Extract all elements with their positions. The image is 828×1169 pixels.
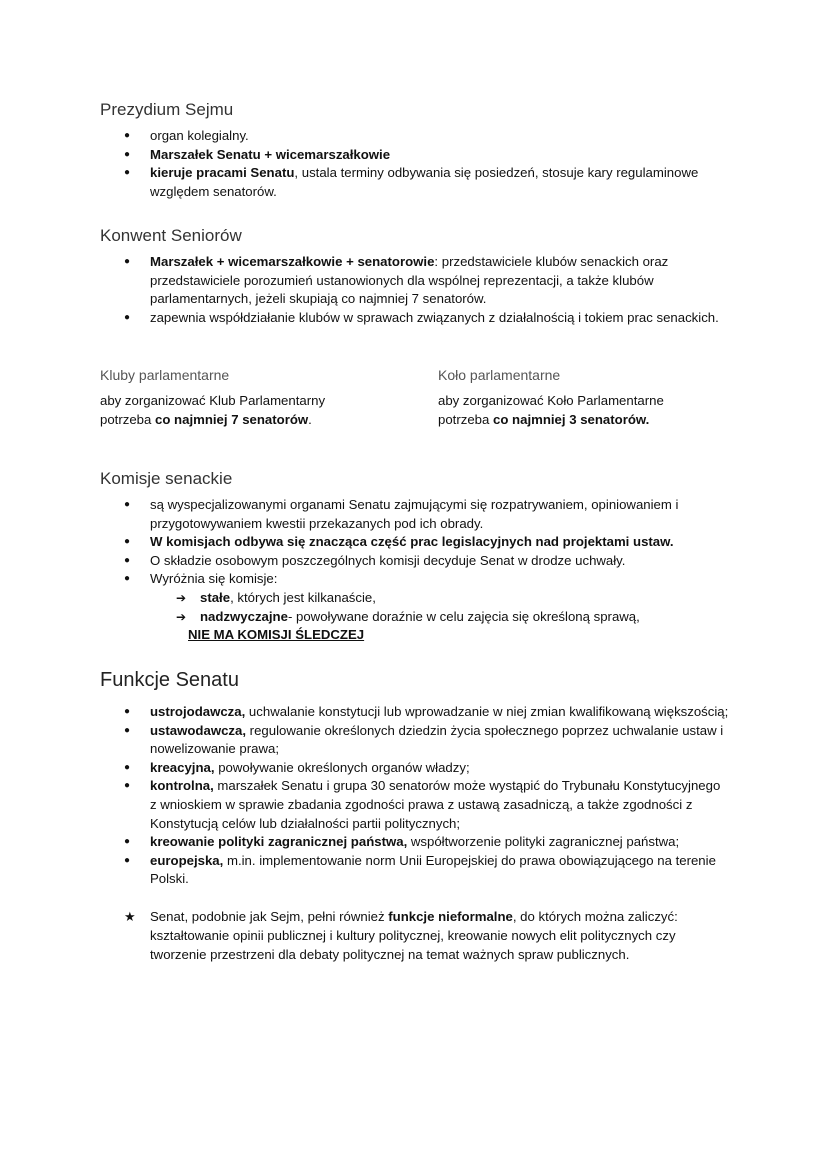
list-item: ● są wyspecjalizowanymi organami Senatu zajmującymi się rozpatrywaniem, opiniowaniem i przygotowywaniem kwestii przekazanych pod ich obrady. [100, 496, 730, 533]
sub-list-item: ➔ nadzwyczajne- powoływane doraźnie w celu zajęcia się określoną sprawą, [100, 608, 730, 627]
section-funkcje [100, 667, 730, 964]
list-item: ● kieruje pracami Senatu, ustala terminy odbywania się posiedzeń, stosuje kary regulaminowe względem senatorów. [100, 164, 730, 201]
komisje-list [100, 496, 730, 589]
list-item: ● ustrojodawcza, uchwalanie konstytucji lub wprowadzanie w niej zmian kwalifikowaną większością; [100, 703, 730, 722]
komisje-sublist [100, 589, 730, 626]
section-komisje [100, 468, 730, 645]
list-item: ● kreacyjna, powoływanie określonych organów władzy; [100, 759, 730, 778]
sub-list-item: ➔ stałe, których jest kilkanaście, [100, 589, 730, 608]
heading-funkcje: Funkcje Senatu [100, 669, 239, 691]
list-item: ● W komisjach odbywa się znacząca część prac legislacyjnych nad projektami ustaw. [100, 533, 730, 552]
list-item: ● zapewnia współdziałanie klubów w sprawach związanych z działalnością i tokiem prac senackich. [100, 309, 730, 328]
list-item: ● ustawodawcza, regulowanie określonych dziedzin życia społecznego poprzez uchwalanie ustaw i nowelizowanie prawa; [100, 722, 730, 759]
kolo-text: aby zorganizować Koło Parlamentarne potrzeba co najmniej 3 senatorów. [438, 393, 664, 427]
list-item: ● Marszałek + wicemarszałkowie + senatorowie: przedstawiciele klubów senackich oraz przedstawiciele porozumień ustanowionych dla wspólnej reprezentacji, a także klubów parlamentarnych, jeżeli skupiają co najmniej 7 senatorów. [100, 253, 730, 309]
kluby-text: aby zorganizować Klub Parlamentarny potrzeba co najmniej 7 senatorów. [100, 393, 326, 427]
list-item: ● O składzie osobowym poszczególnych komisji decyduje Senat w drodze uchwały. [100, 552, 730, 571]
list-item: ● kontrolna, marszałek Senatu i grupa 30 senatorów może wystąpić do Trybunału Konstytucyjnego z wnioskiem w sprawie zbadania zgodności prawa z ustawą zasadniczą, a także zgodności z Konstytucją celów lub działalności partii politycznych; [100, 777, 730, 833]
section-prezydium [100, 99, 730, 201]
heading-konwent: Konwent Seniorów [100, 226, 242, 245]
heading-kolo: Koło parlamentarne [438, 367, 561, 383]
prezydium-list [100, 127, 730, 201]
star-note: ★ Senat, podobnie jak Sejm, pełni również funkcje nieformalne, do których można zaliczyć: kształtowanie opinii publicznej i kultury politycznej, kreowanie nowych elit politycznych czy tworzenie przestrzeni dla debaty politycznej na temat ważnych spraw publicznych. [124, 908, 678, 962]
list-item: ● europejska, m.in. implementowanie norm Unii Europejskiej do prawa obowiązującego na terenie Polski. [100, 852, 730, 889]
heading-kluby: Kluby parlamentarne [100, 367, 230, 383]
column-kolo [438, 366, 758, 429]
section-konwent [100, 225, 730, 327]
heading-prezydium: Prezydium Sejmu [100, 100, 234, 119]
konwent-list [100, 253, 730, 327]
komisje-note: NIE MA KOMISJI ŚLEDCZEJ [188, 627, 365, 643]
column-kluby [100, 366, 420, 429]
heading-komisje: Komisje senackie [100, 469, 233, 488]
funkcje-list [100, 703, 730, 889]
list-item: ● Wyróżnia się komisje: [100, 570, 730, 589]
list-item: ● organ kolegialny. [100, 127, 730, 146]
star-icon: ★ [124, 908, 136, 924]
list-item: ● kreowanie polityki zagranicznej państwa, współtworzenie polityki zagranicznej państwa; [100, 833, 730, 852]
list-item: ● Marszałek Senatu + wicemarszałkowie [100, 146, 730, 165]
